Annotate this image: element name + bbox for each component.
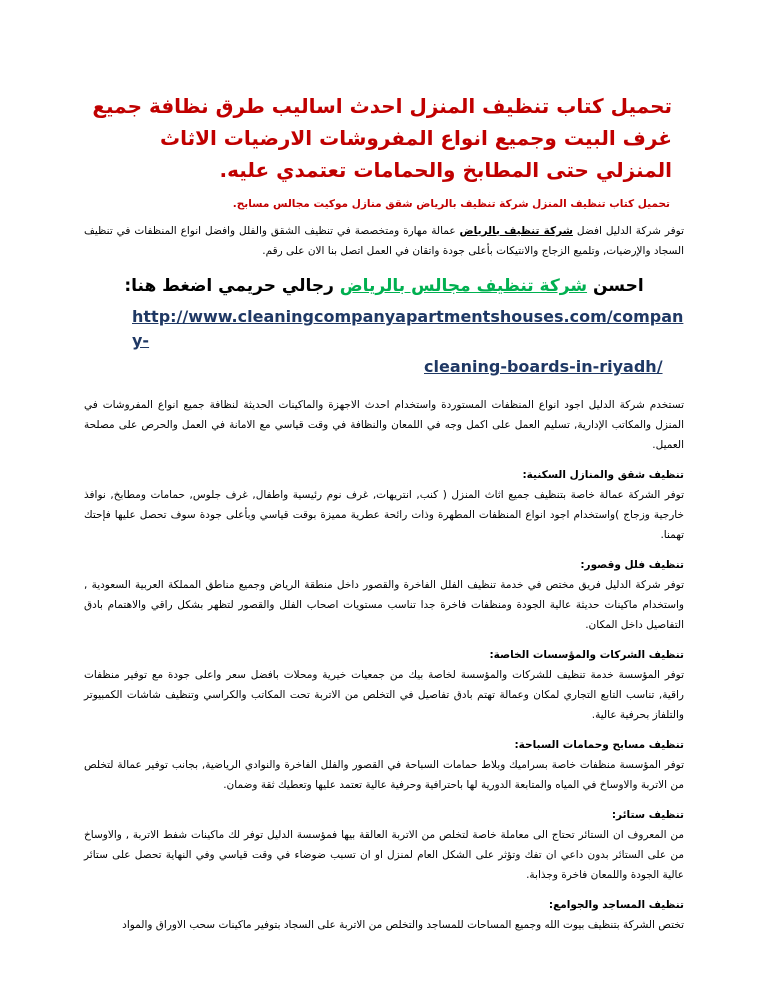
section-text: من المعروف ان الستائر تحتاج الى معاملة خاصة لتخلص من الاتربة العالقة بيها فمؤسسة الدليل توفر لك ماكينات شفط الاتربة , والاوساخ من على الستائر بدون داعي ان تفك وتؤثر على الشكل العام لمنزل او ان تسبب ضوضاء في وقت قياسي وفي النهاية تحصل على ستائر عالية الجودة واللمعان فاخرة وجذابة.	[84, 829, 684, 881]
intro-company-link[interactable]: شركة تنظيف بالرياض	[459, 225, 573, 237]
section-heading: تنظيف الشركات والمؤسسات الخاصة:	[489, 649, 684, 661]
section-text: توفر شركة الدليل فريق مختص في خدمة تنظيف الفلل الفاخرة والقصور داخل منطقة الرياض وجميع مناطق المملكة العربية السعودية , واستخدام ماكينات حديثة عالية الجودة ومنظفات فاخرة جدا تناسب مستويات اصحاب الفلل والقصور لتظهر بشكل راقي والاهتمام بادق التفاصيل داخل المكان.	[84, 579, 684, 631]
section-mosques	[84, 899, 684, 935]
services-intro-paragraph: تستخدم شركة الدليل اجود انواع المنظفات المستوردة واستخدام احدث الاجهزة والماكينات الحديثة لنظافة جميع انواع المفروشات في المنزل والمكاتب الإدارية, تسليم العمل على اكمل وجه في اللمعان والنظافة في وقت قياسي مع الامانة في العمل والحرص على مصلحة العميل.	[84, 399, 684, 451]
section-apartments	[84, 469, 684, 545]
url-line-2[interactable]: cleaning-boards-in-riyadh/	[424, 357, 663, 376]
section-companies	[84, 649, 684, 725]
section-text: توفر المؤسسة منظفات خاصة بسراميك وبلاط حمامات السباحة في القصور والفلل الفاخرة والنوادي الرياضية, بجانب توفير عمالة لتخلص من الاتربة والاوساخ في المياه والمتابعة الدورية لها باحترافية وحرفية عالية تعتمد عليها وتعطيك ثقة وضمان.	[84, 759, 684, 791]
section-heading: تنظيف مسابح وحمامات السباحة:	[514, 739, 684, 751]
intro-text-after: عمالة مهارة ومتخصصة في تنظيف الشقق والفلل وافضل انواع المنظفات في تنظيف السجاد والإرضيات, وتلميع الزجاج والانتيكات بأعلى جودة واتقان في العمل اتصل بنا الان على رقم.	[84, 225, 684, 257]
best-company-link[interactable]: شركة تنظيف مجالس بالرياض	[339, 276, 588, 296]
company-url-link[interactable]	[132, 305, 684, 379]
intro-text-before: توفر شركة الدليل افضل	[572, 225, 684, 237]
section-text: توفر المؤسسة خدمة تنظيف للشركات والمؤسسة لخاصة بيك من جمعيات خيرية ومحلات بافضل سعر واعلى جودة مع توفير منظفات راقية, تناسب التابع التجاري لمكان وعمالة تهتم بادق تفاصيل في التخلص من الاتربة تحت المكاتب والكراسي وتنظيف شاشات الكمبيوتر والتلفاز بحرفية عالية.	[84, 669, 684, 721]
best-suffix: رجالي حريمي اضغط هنا:	[124, 276, 340, 296]
url-line-1[interactable]: http://www.cleaningcompanyapartmentshouses.com/company-	[132, 307, 684, 350]
intro-paragraph	[84, 221, 684, 261]
section-heading: تنظيف فلل وقصور:	[580, 559, 684, 571]
best-prefix: احسن	[587, 276, 644, 296]
section-pools	[84, 739, 684, 795]
document-title: تحميل كتاب تنظيف المنزل احدث اساليب طرق نظافة جميع غرف البيت وجميع انواع المفروشات الارضيات الاثاث المنزلي حتى المطابخ والحمامات تعتمدي عليه.	[92, 94, 672, 182]
section-heading: تنظيف شقق والمنازل السكنية:	[522, 469, 684, 481]
section-heading: تنظيف ستائر:	[611, 809, 684, 821]
section-heading: تنظيف المساجد والجوامع:	[548, 899, 684, 911]
section-curtains	[84, 809, 684, 885]
document-subtitle: تحميل كتاب تنظيف المنزل شركة تنظيف بالرياض شقق منازل موكيت مجالس مسابح.	[232, 198, 670, 210]
section-text: تختص الشركة بتنظيف بيوت الله وجميع المساحات للمساجد والتخلص من الاتربة على السجاد بتوفير ماكينات سحب الاوراق والمواد	[122, 919, 684, 931]
section-villas	[84, 559, 684, 635]
best-company-line	[84, 275, 684, 297]
section-text: توفر الشركة عمالة خاصة بتنظيف جميع اثاث المنزل ( كنب, انتريهات, غرف نوم رئيسية واطفال, غرف جلوس, حمامات ومطابخ, نوافذ خارجية وزجاج )واستخدام اجود انواع المنظفات المطهرة وذات رائحة عطرية مميزة بوقت قياسي وبأعلى جودة سوف تحصل عليها فإحتك تهمنا.	[84, 489, 684, 541]
